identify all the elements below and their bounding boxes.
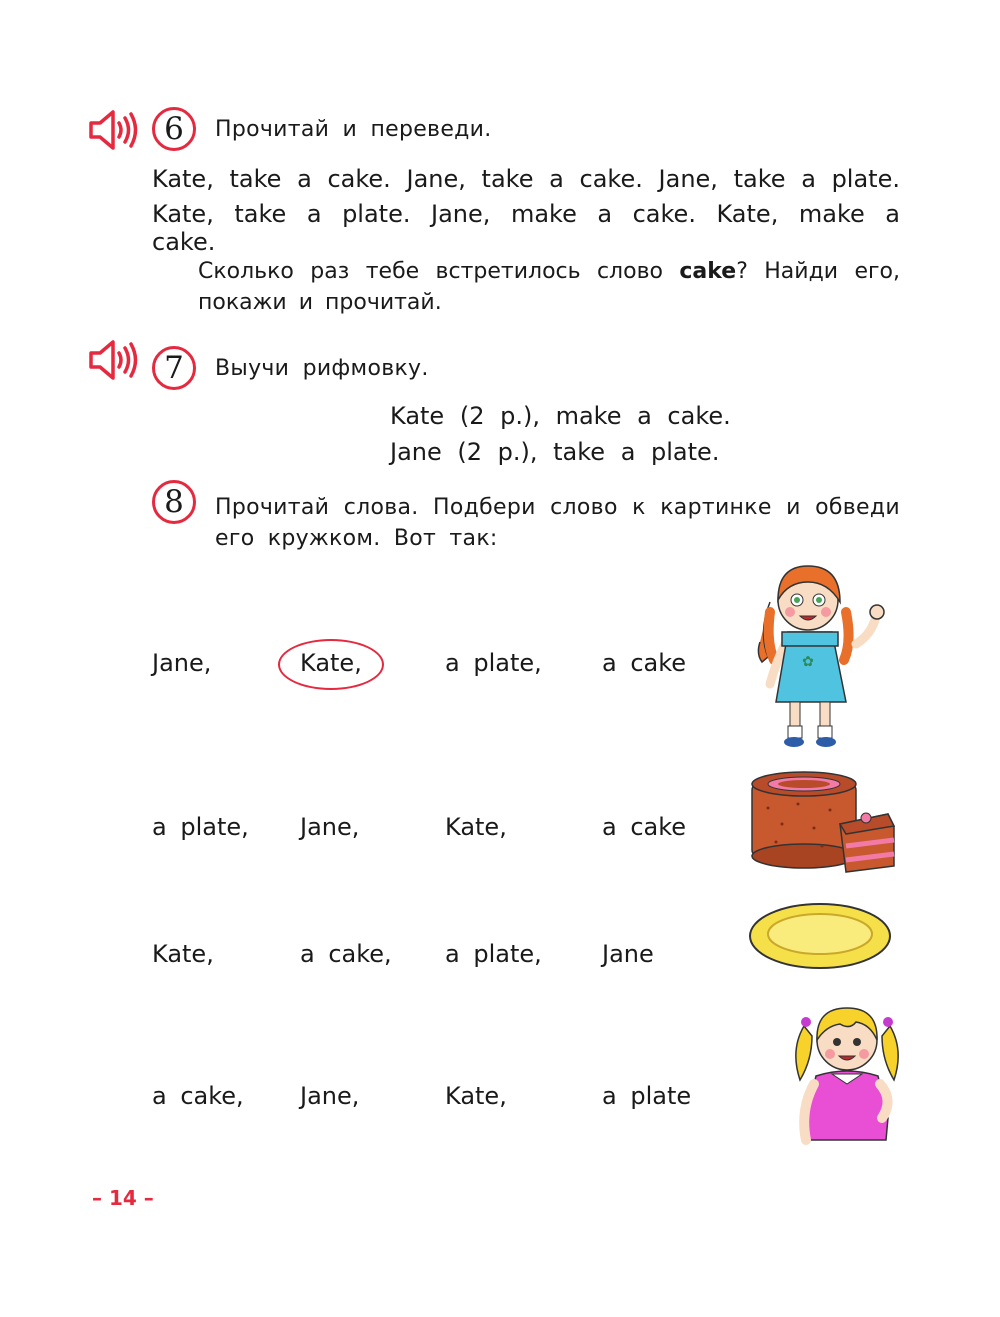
cake-picture [748,768,900,880]
audio-speaker-icon[interactable] [88,108,138,152]
word-option[interactable]: a plate, [445,649,542,677]
exercise-number-7: 7 [152,346,196,390]
girl-red-hair-picture [748,562,898,750]
word-option[interactable]: a plate [602,1082,692,1110]
question-line-1 [198,256,900,287]
word-option[interactable]: a cake, [152,1082,244,1110]
question-line-2: покажи и прочитай. [198,290,442,315]
word-option[interactable]: Kate, [152,940,214,968]
exercise-number-8: 8 [152,480,196,524]
word-option[interactable]: Kate, [445,1082,507,1110]
exercise-6-instruction: Прочитай и переведи. [215,117,492,142]
exercise-8-instruction-line-2: его кружком. Вот так: [215,526,498,551]
word-option[interactable]: a cake, [300,940,392,968]
page-number: – 14 – [92,1186,154,1210]
exercise-8-instruction-line-1: Прочитай слова. Подбери слово к картинке и обведи [215,495,900,520]
question-pre: Сколько раз тебе встретилось слово [198,259,680,284]
exercise-number-6: 6 [152,107,196,151]
question-bold-word: cake [679,259,737,284]
text-line-1: Kate, take a cake. Jane, take a cake. Jane, take a plate. [152,165,900,193]
text-line-2: Kate, take a plate. Jane, make a cake. Kate, make a cake. [152,200,900,256]
plate-picture [748,900,893,972]
word-option[interactable]: Jane, [152,649,212,677]
word-option[interactable]: Jane [602,940,654,968]
girl-blond-hair-picture [790,1000,905,1168]
question-post: ? Найди его, [736,259,900,284]
word-option[interactable]: a cake [602,649,687,677]
rhyme-line-2: Jane (2 р.), take a plate. [390,438,720,466]
word-option[interactable]: a cake [602,813,687,841]
word-option[interactable]: Kate, [445,813,507,841]
word-option-circled[interactable]: Kate, [300,649,362,677]
exercise-7-instruction: Выучи рифмовку. [215,356,429,381]
word-option[interactable]: a plate, [445,940,542,968]
word-option[interactable]: a plate, [152,813,249,841]
rhyme-line-1: Kate (2 р.), make a cake. [390,402,731,430]
svg-text:✿: ✿ [802,654,814,670]
word-option[interactable]: Jane, [300,1082,360,1110]
word-option[interactable]: Jane, [300,813,360,841]
audio-speaker-icon[interactable] [88,338,138,382]
